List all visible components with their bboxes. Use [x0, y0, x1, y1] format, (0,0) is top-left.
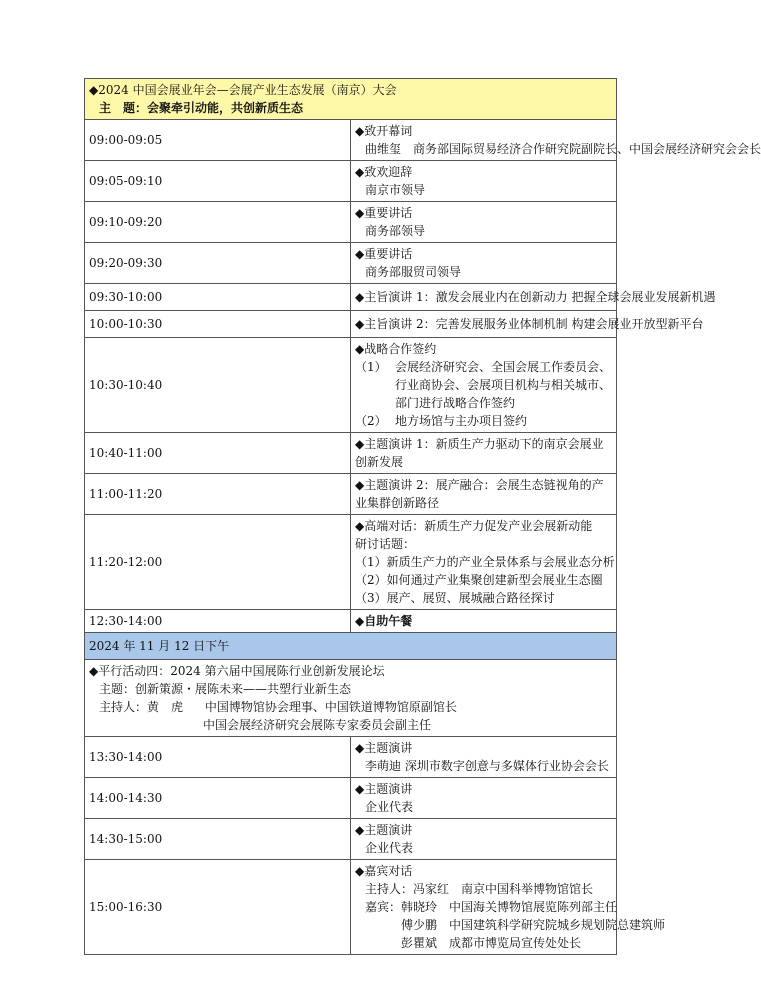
time-cell: 15:00-16:30	[85, 860, 351, 955]
conference-header	[85, 79, 617, 120]
time-cell: 10:30-10:40	[85, 338, 351, 433]
table-row	[85, 474, 617, 515]
session-speaker: 商务部服贸司领导	[365, 265, 462, 279]
time-cell: 10:40-11:00	[85, 433, 351, 474]
session-title: ◆主题演讲 1：新质生产力驱动下的南京会展业创新发展	[351, 433, 617, 474]
session-title: ◆主旨演讲 1：激发会展业内在创新动力 把握全球会展业发展新机遇	[355, 290, 716, 304]
session-title: ◆高端对话：新质生产力促发产业会展新动能	[355, 519, 593, 533]
session-cell	[351, 284, 716, 311]
session-cell	[351, 120, 761, 161]
conference-theme: 主 题：会聚牵引动能，共创新质生态	[99, 101, 304, 115]
forum-row	[85, 660, 617, 737]
session-title: ◆主题演讲 2：展产融合：会展生态链视角的产业集群创新路径	[351, 474, 617, 515]
topic-item: （1）新质生产力的产业全景体系与会展业态分析	[355, 555, 615, 569]
session-speaker: 商务部领导	[365, 224, 426, 238]
afternoon-header-row	[85, 633, 617, 660]
table-row	[85, 284, 617, 311]
session-cell	[351, 819, 617, 860]
time-cell: 09:05-09:10	[85, 161, 351, 202]
session-cell	[351, 737, 617, 778]
forum-cell	[85, 660, 617, 737]
conference-title: ◆2024 中国会展业年会—会展产业生态发展（南京）大会	[89, 83, 397, 97]
table-row	[85, 311, 617, 338]
time-cell: 14:30-15:00	[85, 819, 351, 860]
time-cell: 09:10-09:20	[85, 202, 351, 243]
session-cell	[351, 338, 617, 433]
topic-item: （3）展产、展贸、展城融合路径探讨	[355, 591, 555, 605]
table-row	[85, 433, 617, 474]
table-row	[85, 338, 617, 433]
date-header: 2024 年 11 月 12 日下午	[85, 633, 617, 660]
time-cell: 09:00-09:05	[85, 120, 351, 161]
topic-item: （2）如何通过产业集聚创建新型会展业生态圈	[355, 573, 603, 587]
forum-host: 主持人：黄 虎	[99, 700, 184, 714]
session-cell	[351, 202, 617, 243]
dialogue-guest: 嘉宾：韩晓玲 中国海关博物馆展览陈列部主任	[365, 900, 618, 914]
table-row	[85, 610, 617, 633]
time-cell: 13:30-14:00	[85, 737, 351, 778]
time-cell: 09:20-09:30	[85, 243, 351, 284]
time-cell: 12:30-14:00	[85, 610, 351, 633]
session-cell	[351, 860, 666, 955]
session-cell	[351, 778, 617, 819]
table-row	[85, 819, 617, 860]
session-title: ◆重要讲话	[355, 247, 413, 261]
conference-header-row	[85, 79, 617, 120]
afternoon-sessions	[85, 737, 617, 860]
forum-theme: 主题：创新策源・展陈未来——共塑行业新生态	[99, 682, 352, 696]
session-title: ◆嘉宾对话	[355, 864, 413, 878]
session-title: ◆致开幕词	[355, 124, 413, 138]
session-title: ◆主题演讲	[355, 741, 413, 755]
time-cell: 11:00-11:20	[85, 474, 351, 515]
table-row	[85, 860, 617, 955]
session-speaker: 企业代表	[365, 841, 414, 855]
morning-sessions	[85, 120, 761, 338]
time-cell: 09:30-10:00	[85, 284, 351, 311]
session-title: ◆自助午餐	[351, 610, 617, 633]
topics-label: 研讨话题：	[355, 537, 416, 551]
session-title: ◆主题演讲	[355, 823, 413, 837]
dialogue-guest: 傅少鹏 中国建筑科学研究院城乡规划院总建筑师	[365, 918, 666, 932]
table-row	[85, 243, 617, 284]
session-speaker: 企业代表	[365, 800, 414, 814]
table-row	[85, 515, 617, 610]
time-cell: 11:20-12:00	[85, 515, 351, 610]
session-speaker: 曲维玺 商务部国际贸易经济合作研究院副院长、中国会展经济研究会会长	[365, 142, 761, 156]
time-cell: 10:00-10:30	[85, 311, 351, 338]
forum-host-title: 中国博物馆协会理事、中国铁道博物馆原副馆长	[204, 700, 457, 714]
forum-host-title: 中国会展经济研究会展陈专家委员会副主任	[203, 718, 432, 732]
forum-title: ◆平行活动四：2024 第六届中国展陈行业创新发展论坛	[89, 664, 385, 678]
signing-item: （1） 会展经济研究会、全国会展工作委员会、行业商协会、会展项目机构与相关城市、部门进行战略合作签约	[355, 360, 612, 410]
table-row	[85, 120, 617, 161]
session-title: ◆主旨演讲 2：完善发展服务业体制机制 构建会展业开放型新平台	[355, 317, 704, 331]
session-cell	[351, 311, 704, 338]
session-title: ◆致欢迎辞	[355, 165, 413, 179]
dialogue-host: 主持人：冯家红 南京中国科举博物馆馆长	[365, 882, 594, 896]
session-cell	[351, 515, 617, 610]
session-cell	[351, 161, 617, 202]
session-title: ◆战略合作签约	[355, 342, 437, 356]
table-row	[85, 778, 617, 819]
dialogue-guest: 彭瞿斌 成都市博览局宣传处处长	[365, 936, 582, 950]
session-speaker: 李萌迪 深圳市数字创意与多媒体行业协会会长	[365, 759, 609, 773]
agenda-table	[84, 78, 761, 955]
table-row	[85, 737, 617, 778]
session-speaker: 南京市领导	[365, 183, 426, 197]
time-cell: 14:00-14:30	[85, 778, 351, 819]
table-row	[85, 161, 617, 202]
table-row	[85, 202, 617, 243]
session-title: ◆主题演讲	[355, 782, 413, 796]
session-cell	[351, 243, 617, 284]
signing-item: （2） 地方场馆与主办项目签约	[355, 414, 528, 428]
session-title: ◆重要讲话	[355, 206, 413, 220]
